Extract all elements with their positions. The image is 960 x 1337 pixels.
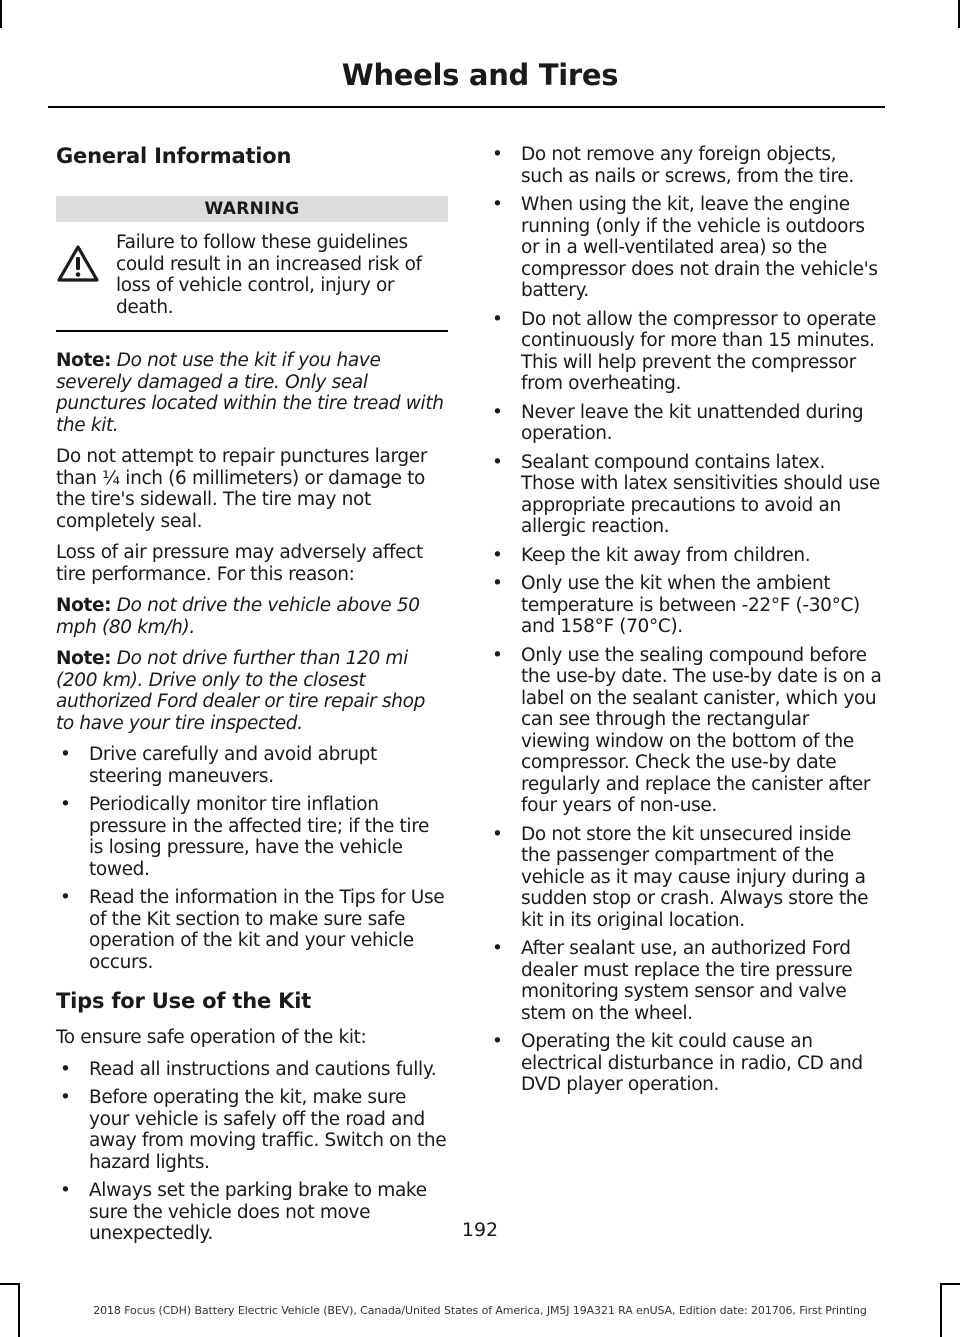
warning-body xyxy=(56,222,448,332)
list-item: • Periodically monitor tire inflation pressure in the affected tire; if the tire is losing pressure, have the vehicle towed. xyxy=(56,794,448,880)
crop-mark xyxy=(0,1283,20,1285)
note-text: Do not use the kit if you have severely damaged a tire. Only seal punctures located within the tire tread with the kit. xyxy=(56,350,444,436)
note-label: Note: xyxy=(56,648,112,669)
warning-label: WARNING xyxy=(56,196,448,222)
list-item: • Sealant compound contains latex. Those with latex sensitivities should use appropriate precautions to avoid an allergic reaction. xyxy=(488,452,882,538)
warning-text: Failure to follow these guidelines could result in an increased risk of loss of vehicle control, injury or death. xyxy=(116,232,422,318)
list-item: • Read the information in the Tips for Use of the Kit section to make sure safe operation of the kit and your vehicle occurs. xyxy=(56,887,448,973)
footer-text: 2018 Focus (CDH) Battery Electric Vehicle (BEV), Canada/United States of America, JM5J 19A321 RA enUSA, Edition date: 201706, First Printing xyxy=(93,1304,867,1317)
page-title: Wheels and Tires xyxy=(341,58,619,92)
page-number: 192 xyxy=(461,1219,499,1241)
left-column xyxy=(56,144,448,1255)
list-item: • Never leave the kit unattended during operation. xyxy=(488,402,882,445)
list-item: • Only use the kit when the ambient temperature is between -22°F (-30°C) and 158°F (70°C). xyxy=(488,573,882,638)
list-item: • Read all instructions and cautions fully. xyxy=(56,1059,448,1081)
list-item: • Do not remove any foreign objects, such as nails or screws, from the tire. xyxy=(488,144,882,187)
note-label: Note: xyxy=(56,595,112,616)
crop-mark xyxy=(0,0,2,28)
note xyxy=(56,350,448,436)
list-item: • Drive carefully and avoid abrupt steering maneuvers. xyxy=(56,744,448,787)
list-item: • After sealant use, an authorized Ford dealer must replace the tire pressure monitoring system sensor and valve stem on the wheel. xyxy=(488,938,882,1024)
list-item: • Do not store the kit unsecured inside the passenger compartment of the vehicle as it may cause injury during a sudden stop or crash. Always store the kit in its original location. xyxy=(488,824,882,932)
list-item: • Always set the parking brake to make sure the vehicle does not move unexpectedly. xyxy=(56,1180,448,1245)
bullet-list xyxy=(56,1059,448,1245)
paragraph: To ensure safe operation of the kit: xyxy=(56,1027,367,1048)
note-label: Note: xyxy=(56,350,112,371)
warning-triangle-icon xyxy=(56,244,100,284)
right-column xyxy=(488,144,882,1106)
note-text: Do not drive further than 120 mi (200 km). Drive only to the closest authorized Ford dealer or tire repair shop to have your tire inspected. xyxy=(56,648,425,734)
section-heading-general: General Information xyxy=(56,144,292,168)
paragraph: Loss of air pressure may adversely affect tire performance. For this reason: xyxy=(56,542,423,585)
bullet-list xyxy=(488,144,882,1096)
list-item: • Do not allow the compressor to operate continuously for more than 15 minutes. This will help prevent the compressor from overheating. xyxy=(488,309,882,395)
list-item: • Keep the kit away from children. xyxy=(488,545,882,567)
paragraph: Do not attempt to repair punctures larger than ¼ inch (6 millimeters) or damage to the tire's sidewall. The tire may not completely seal. xyxy=(56,446,428,532)
header-divider xyxy=(48,106,885,108)
crop-mark xyxy=(940,1283,960,1285)
note-text: Do not drive the vehicle above 50 mph (80 km/h). xyxy=(56,595,420,638)
list-item: • Only use the sealing compound before the use-by date. The use-by date is on a label on the sealant canister, which you can see through the rectangular viewing window on the bottom of the compressor. Check the use-by date regularly and replace the canister after four years of non-use. xyxy=(488,645,882,817)
list-item: • Operating the kit could cause an electrical disturbance in radio, CD and DVD player operation. xyxy=(488,1031,882,1096)
list-item: • When using the kit, leave the engine running (only if the vehicle is outdoors or in a well-ventilated area) so the compressor does not drain the vehicle's battery. xyxy=(488,194,882,302)
note xyxy=(56,648,448,734)
bullet-list xyxy=(56,744,448,973)
note xyxy=(56,595,448,638)
warning-box xyxy=(56,196,448,332)
list-item: • Before operating the kit, make sure your vehicle is safely off the road and away from moving traffic. Switch on the hazard lights. xyxy=(56,1087,448,1173)
section-heading-tips: Tips for Use of the Kit xyxy=(56,989,312,1013)
